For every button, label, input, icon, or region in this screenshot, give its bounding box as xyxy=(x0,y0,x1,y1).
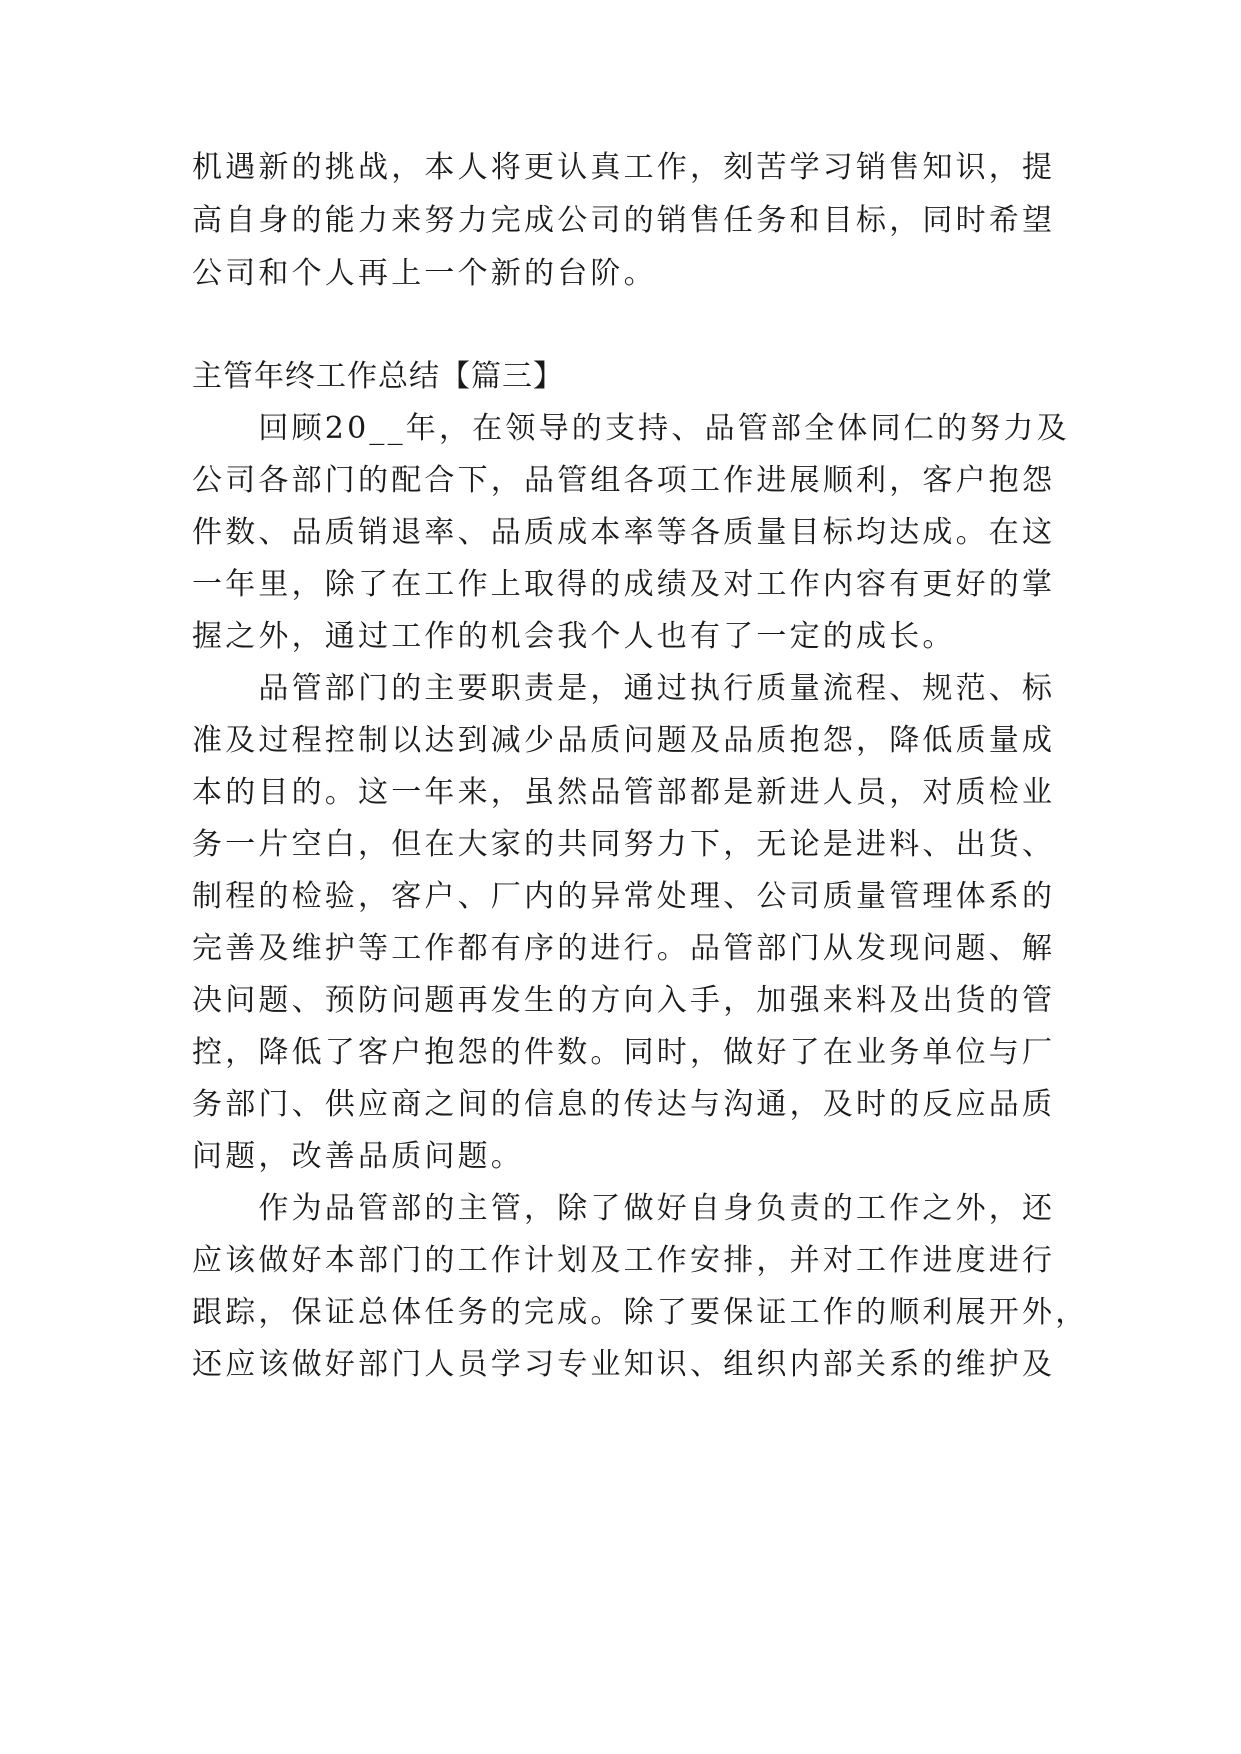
body-line: 回顾20__年，在领导的支持、品管部全体同仁的努力及 xyxy=(192,411,1070,446)
body-line: 作为品管部的主管，除了做好自身负责的工作之外，还 xyxy=(192,1191,1056,1226)
body-line: 控，降低了客户抱怨的件数。同时，做好了在业务单位与厂 xyxy=(192,1035,1056,1070)
body-line: 品管部门的主要职责是，通过执行质量流程、规范、标 xyxy=(192,671,1056,706)
intro-line: 高自身的能力来努力完成公司的销售任务和目标，同时希望 xyxy=(192,203,1056,238)
body-line: 跟踪，保证总体任务的完成。除了要保证工作的顺利展开外， xyxy=(192,1295,1089,1330)
body-line: 还应该做好部门人员学习专业知识、组织内部关系的维护及 xyxy=(192,1347,1056,1382)
body-line: 公司各部门的配合下，品管组各项工作进展顺利，客户抱怨 xyxy=(192,463,1056,498)
body-line: 决问题、预防问题再发生的方向入手，加强来料及出货的管 xyxy=(192,983,1056,1018)
body-line: 务一片空白，但在大家的共同努力下，无论是进料、出货、 xyxy=(192,827,1056,862)
body-line: 务部门、供应商之间的信息的传达与沟通，及时的反应品质 xyxy=(192,1087,1056,1122)
body-line: 一年里，除了在工作上取得的成绩及对工作内容有更好的掌 xyxy=(192,567,1056,602)
body-line: 完善及维护等工作都有序的进行。品管部门从发现问题、解 xyxy=(192,931,1056,966)
body-line: 制程的检验，客户、厂内的异常处理、公司质量管理体系的 xyxy=(192,879,1056,914)
section-title: 主管年终工作总结【篇三】 xyxy=(192,359,564,394)
intro-line: 公司和个人再上一个新的台阶。 xyxy=(192,256,657,291)
body-line: 问题，改善品质问题。 xyxy=(192,1139,524,1174)
body-line: 本的目的。这一年来，虽然品管部都是新进人员，对质检业 xyxy=(192,775,1056,810)
intro-line: 机遇新的挑战，本人将更认真工作，刻苦学习销售知识，提 xyxy=(192,150,1056,185)
body-line: 应该做好本部门的工作计划及工作安排，并对工作进度进行 xyxy=(192,1243,1056,1278)
body-line: 件数、品质销退率、品质成本率等各质量目标均达成。在这 xyxy=(192,515,1056,550)
body-line: 握之外，通过工作的机会我个人也有了一定的成长。 xyxy=(192,619,956,654)
body-line: 准及过程控制以达到减少品质问题及品质抱怨，降低质量成 xyxy=(192,723,1056,758)
